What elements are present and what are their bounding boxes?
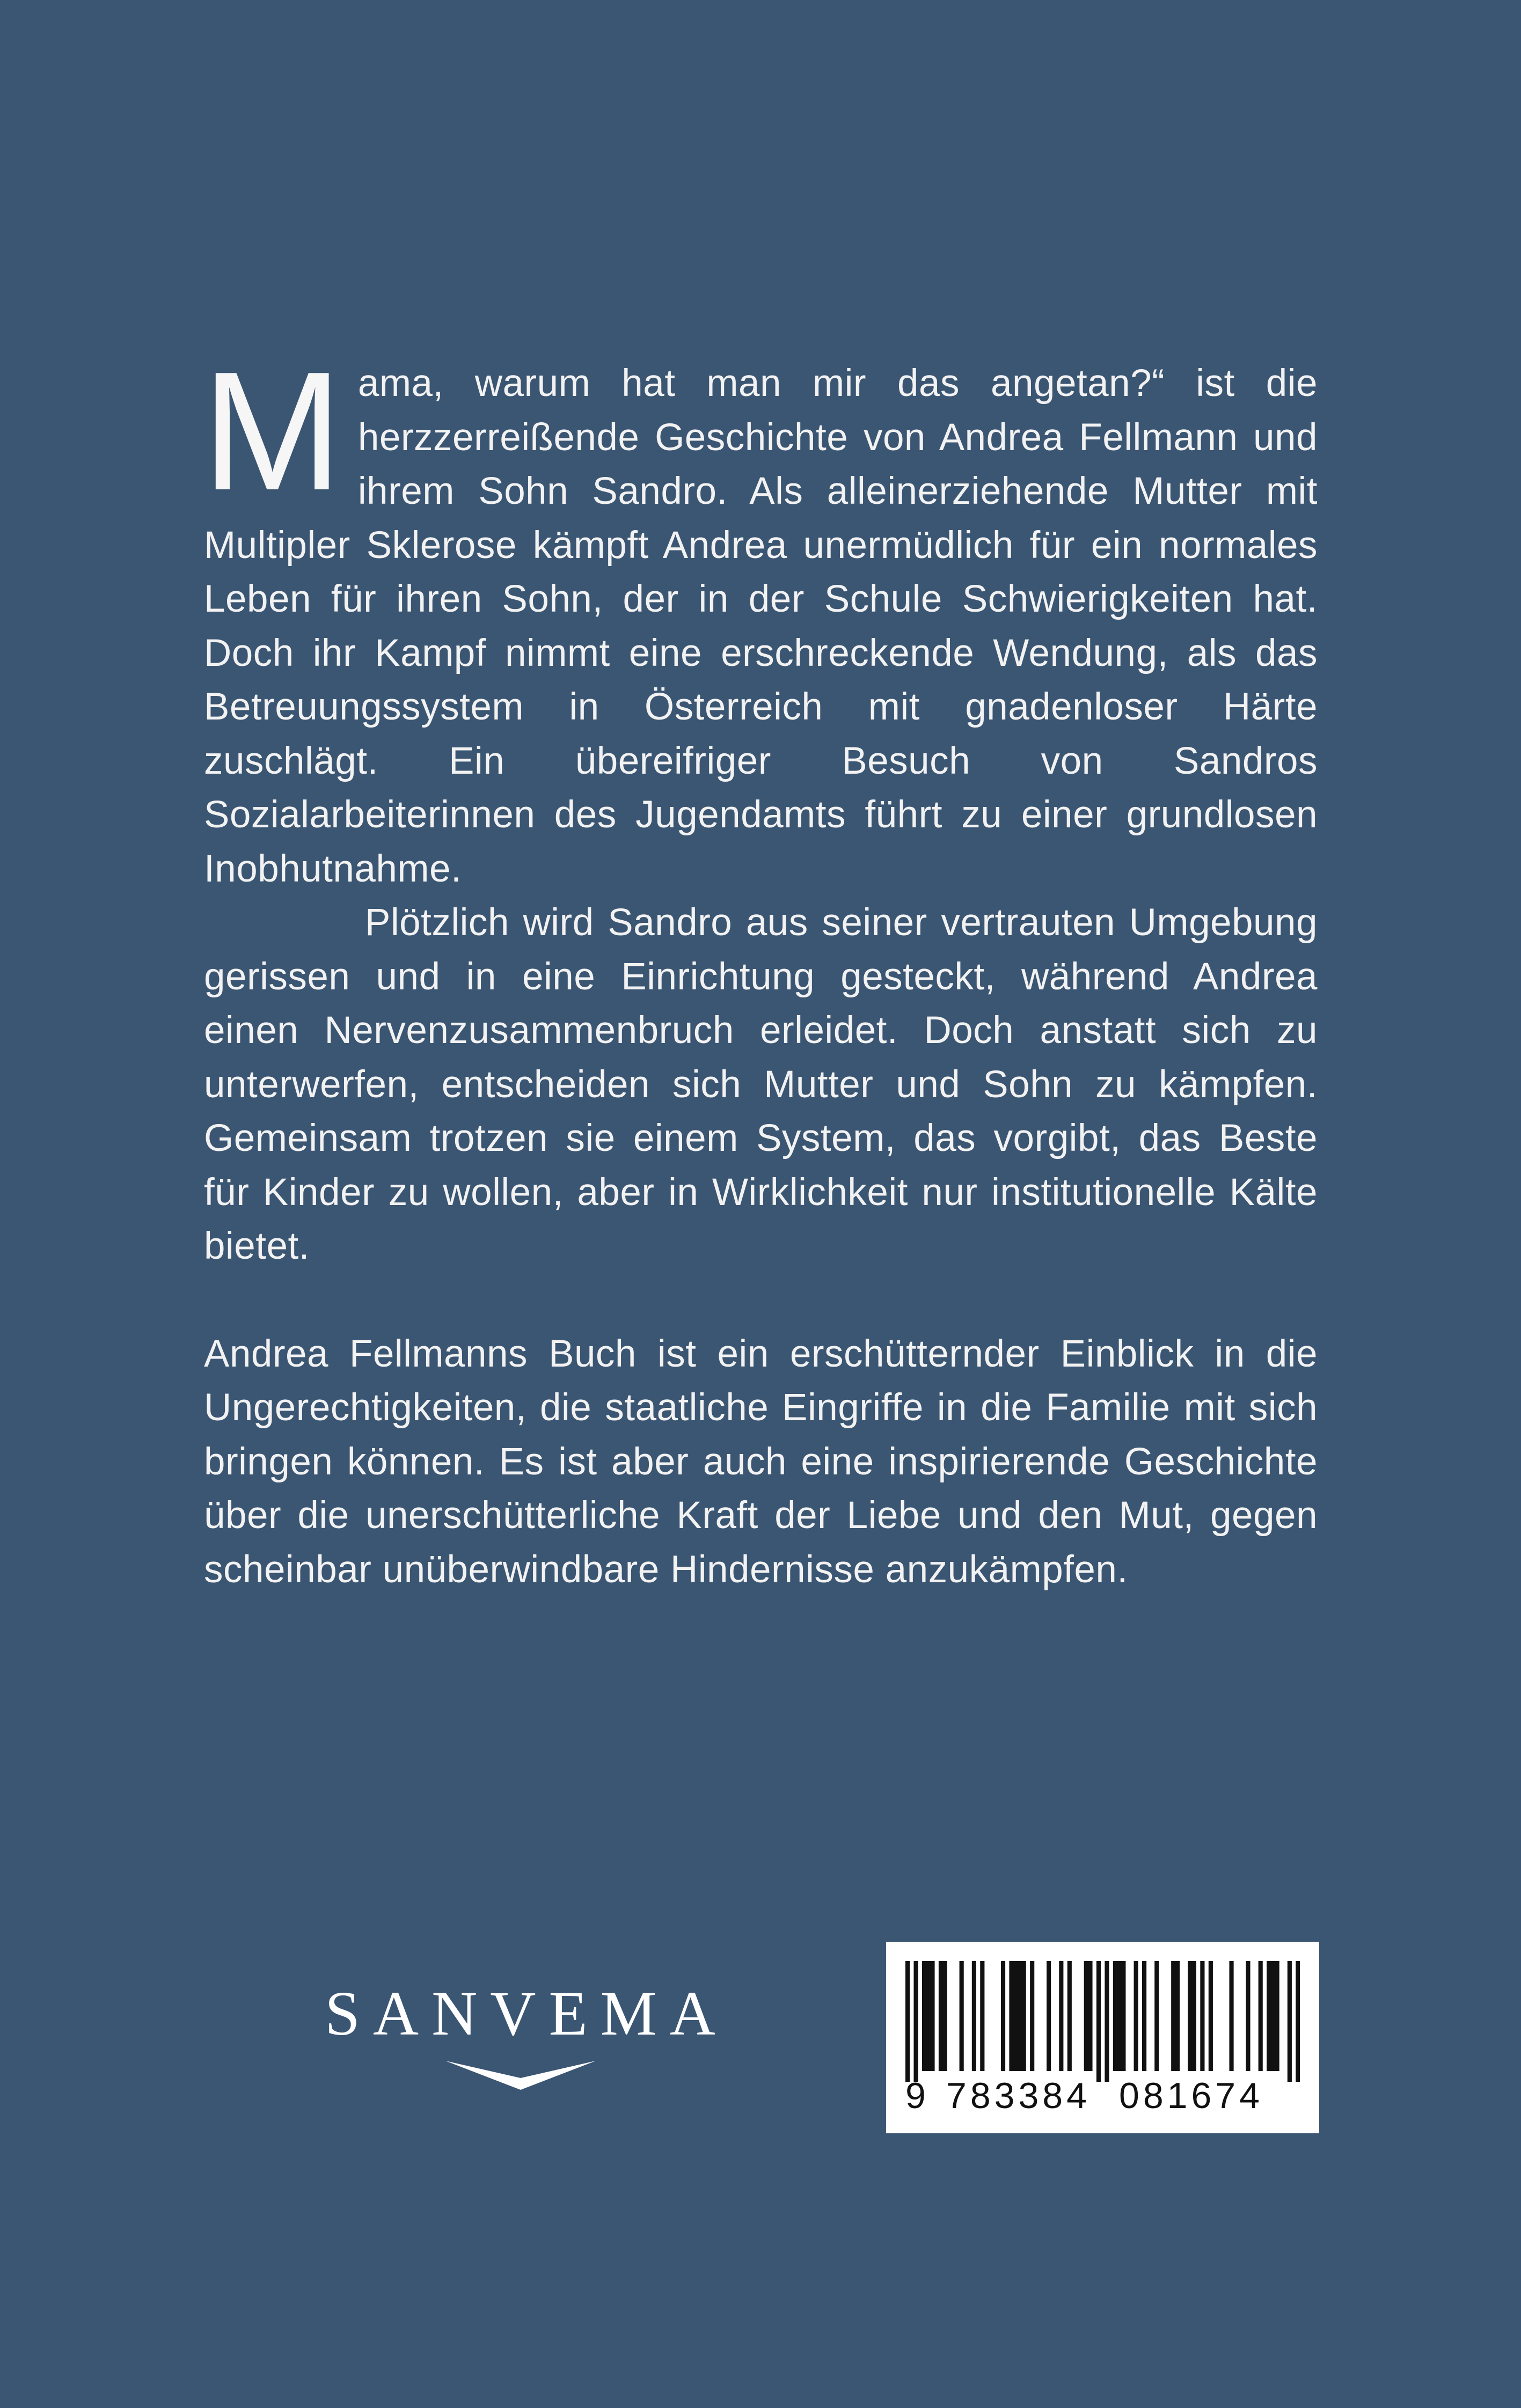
chevron-down-icon [445, 2058, 596, 2090]
barcode-bar [1200, 1961, 1204, 2071]
barcode-bar [1288, 1961, 1292, 2082]
barcode-bar [1259, 1961, 1263, 2071]
barcode-bar [1067, 1961, 1072, 2071]
barcode-left-group: 783384 [946, 2075, 1091, 2116]
barcode-first-digit: 9 [905, 2075, 926, 2116]
barcode-bar [1275, 1961, 1279, 2071]
barcode [886, 1942, 1319, 2133]
barcode-bar [930, 1961, 934, 2071]
barcode-bars [905, 1961, 1300, 2082]
barcode-bar [1209, 1961, 1213, 2071]
blurb-paragraph-2: Plötzlich wird Sandro aus seiner vertrauten Umgebung gerissen und in eine Einrichtung gesteckt, während Andrea einen Nervenzusammenbruch erleidet. Doch anstatt sich zu unterwerfen, entscheiden sich Mutter und Sohn zu kämpfen. Gemeinsam trotzen sie einem System, das vorgibt, das Beste für Kinder zu wollen, aber in Wirklichkeit nur institutionelle Kälte bietet. [204, 901, 1318, 1267]
barcode-bar [1030, 1961, 1034, 2071]
barcode-bar [1047, 1961, 1051, 2071]
drop-cap: M [202, 336, 343, 525]
barcode-bar [1009, 1961, 1013, 2071]
barcode-bar [1192, 1961, 1196, 2071]
barcode-bar [1267, 1961, 1271, 2071]
blurb-paragraph-3: Andrea Fellmanns Buch ist ein erschütternder Einblick in die Ungerechtigkeiten, die staatliche Eingriffe in die Familie mit sich bringen können. Es ist aber auch eine inspirierende Geschichte über die unerschütterliche Kraft der Liebe und den Mut, gegen scheinbar unüberwindbare Hindernisse anzukämpfen. [204, 1332, 1318, 1591]
publisher-logo [301, 1977, 741, 2090]
barcode-bar [1001, 1961, 1005, 2071]
barcode-bar [1113, 1961, 1117, 2071]
barcode-bar [1059, 1961, 1063, 2071]
barcode-bar [939, 1961, 943, 2071]
barcode-bar [1096, 1961, 1101, 2082]
barcode-bar [1246, 1961, 1250, 2071]
barcode-bar [1018, 1961, 1022, 2071]
barcode-bar [1134, 1961, 1138, 2071]
publisher-name: SANVEMA [325, 1978, 728, 2049]
barcode-bar [913, 1961, 918, 2082]
barcode-bar [960, 1961, 964, 2071]
barcode-bar [1271, 1961, 1275, 2071]
back-cover-blurb [202, 336, 1318, 1597]
blurb-paragraph-1-text: ama, warum hat man mir das angetan?“ ist die herzzerreißende Geschichte von Andrea Fellmann und ihrem Sohn Sandro. Als alleinerziehende Mutter mit Multipler Sklerose kämpft Andrea unermüdlich für ein normales Leben für ihren Sohn, der in der Schule Schwierigkeiten hat. Doch ihr Kampf nimmt eine erschreckende Wendung, als das Betreuungssystem in Österreich mit gnadenloser Härte zuschlägt. Ein übereifriger Besuch von Sandros Sozialarbeiterinnen des Jugendamts führt zu einer grundlosen Inobhutnahme. [204, 362, 1318, 890]
barcode-bar [1022, 1961, 1026, 2071]
barcode-bar [1084, 1961, 1088, 2071]
barcode-bar [1013, 1961, 1018, 2071]
barcode-bar [972, 1961, 976, 2071]
blurb-paragraph-1 [202, 336, 1318, 896]
barcode-bar [926, 1961, 931, 2071]
barcode-bar [1171, 1961, 1175, 2071]
barcode-bar [1088, 1961, 1092, 2071]
barcode-bar [1154, 1961, 1159, 2071]
barcode-bar [1121, 1961, 1125, 2071]
barcode-bar [1142, 1961, 1146, 2071]
barcode-bar [1188, 1961, 1192, 2071]
barcode-bar [1105, 1961, 1109, 2082]
barcode-right-group: 081674 [1119, 2075, 1263, 2116]
barcode-bar [905, 1961, 910, 2082]
barcode-bar [943, 1961, 947, 2071]
barcode-bar [922, 1961, 926, 2071]
barcode-digits [905, 2075, 1300, 2118]
barcode-bar [980, 1961, 984, 2071]
barcode-bar [1175, 1961, 1180, 2071]
barcode-bar [1296, 1961, 1300, 2082]
barcode-bar [1229, 1961, 1233, 2071]
barcode-bar [1117, 1961, 1122, 2071]
